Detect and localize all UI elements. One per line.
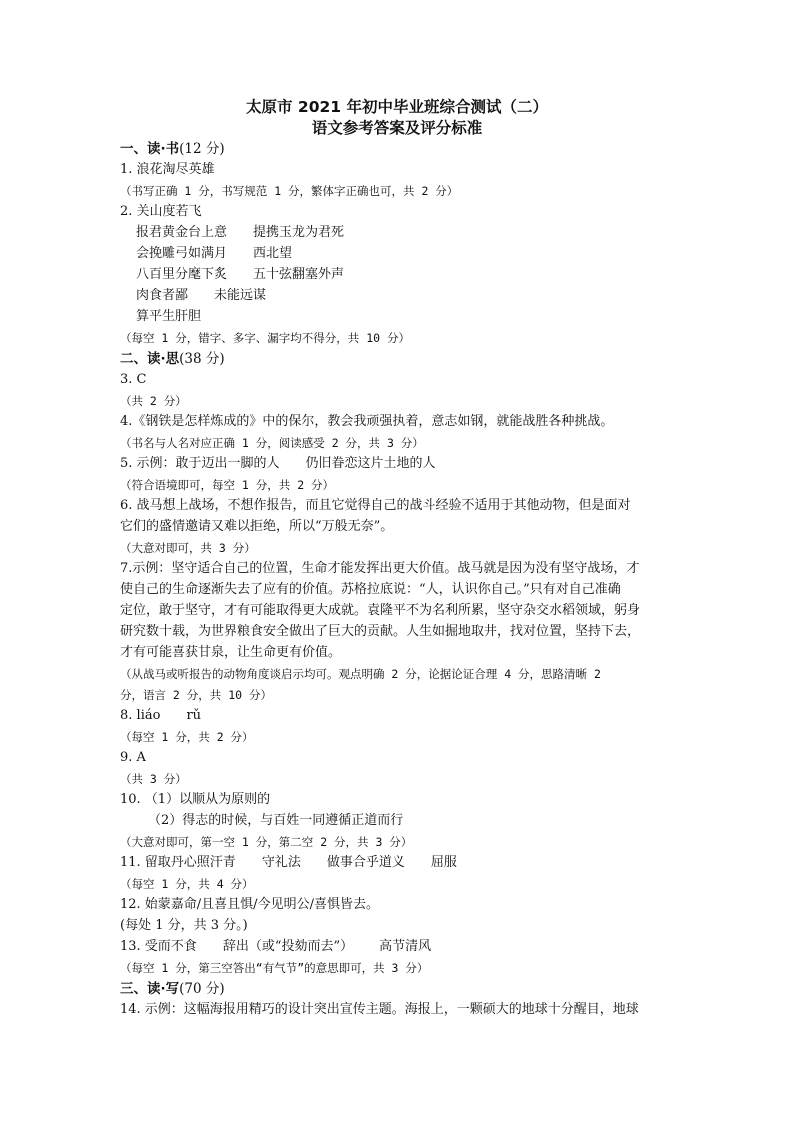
- section-heading-1: [120, 139, 685, 159]
- answer-part: 屈服: [430, 855, 457, 870]
- answer-line: 它们的盛情邀请又难以拒绝，所以“万般无奈”。: [120, 519, 394, 534]
- section-heading-3: [120, 979, 685, 999]
- scoring-note: （书写正确 1 分，书写规范 1 分，繁体字正确也可，共 2 分）: [120, 184, 459, 198]
- answer-line: 14. 示例：这幅海报用精巧的设计突出宣传主题。海报上，一颗硕大的地球十分醒目，地球: [120, 1002, 639, 1017]
- answer-part: 8. liáo: [120, 708, 161, 723]
- scoring-note: (每处 1 分，共 3 分。): [120, 918, 248, 933]
- answer-line: 4.《钢铁是怎样炼成的》中的保尔，教会我顽强执着，意志如钢，就能战胜各种挑战。: [120, 414, 614, 429]
- answer-part: 肉食者鄙: [136, 288, 189, 303]
- scoring-note: 分，语言 2 分，共 10 分）: [120, 688, 272, 702]
- answer-line: 才有可能喜获甘泉，让生命更有价值。: [120, 645, 342, 660]
- answer-line: [136, 223, 701, 243]
- section-points: (38 分): [179, 351, 225, 367]
- answer-part: 未能远谋: [214, 288, 267, 303]
- document-title: 太原市 2021 年初中毕业班综合测试（二）: [246, 98, 548, 116]
- scoring-note: （共 3 分）: [120, 772, 187, 786]
- answer-part: 五十弦翻塞外声: [253, 267, 345, 282]
- answer-part: 高节清风: [379, 939, 432, 954]
- answer-part: rǔ: [186, 708, 202, 723]
- answer-part: 5. 示例：敢于迈出一脚的人: [120, 456, 280, 471]
- scoring-note: （大意对即可，第一空 1 分，第二空 2 分，共 3 分）: [120, 835, 413, 849]
- section-label: 三、读·写: [120, 981, 180, 997]
- answer-line: 12. 始蒙嘉命/且喜且惧/今见明公/喜惧皆去。: [120, 897, 379, 912]
- answer-line: （2）得志的时候，与百姓一同遵循正道而行: [148, 813, 404, 828]
- answer-line: 7.示例：坚守适合自己的位置，生命才能发挥出更大价值。战马就是因为没有坚守战场，才: [120, 561, 640, 576]
- answer-line: 6. 战马想上战场，不想作报告，而且它觉得自己的战斗经验不适用于其他动物，但是面对: [120, 498, 631, 513]
- answer-part: 会挽雕弓如满月: [136, 246, 228, 261]
- section-heading-2: [120, 349, 685, 369]
- answer-part: 11. 留取丹心照汗青: [120, 855, 236, 870]
- answer-part: 13. 受而不食: [120, 939, 197, 954]
- answer-line: [120, 706, 685, 726]
- answer-line: [120, 937, 685, 957]
- answer-part: 辞出（或“投劾而去”）: [222, 939, 354, 954]
- answer-line: 9. A: [120, 750, 146, 765]
- section-points: (70 分): [179, 981, 225, 997]
- scoring-note: （每空 1 分，共 4 分）: [120, 877, 254, 891]
- document-subtitle: 语文参考答案及评分标准: [311, 119, 483, 137]
- scoring-note: （共 2 分）: [120, 394, 187, 408]
- scoring-note: （每空 1 分，共 2 分）: [120, 730, 254, 744]
- answer-line: [120, 853, 685, 873]
- answer-line: 算平生肝胆: [136, 309, 202, 324]
- answer-line: 2. 关山度若飞: [120, 204, 202, 219]
- answer-line: 10. （1）以顺从为原则的: [120, 792, 271, 807]
- scoring-note: （每空 1 分，第三空答出“有气节”的意思即可，共 3 分）: [120, 961, 429, 975]
- answer-line: 3. C: [120, 372, 147, 387]
- answer-part: 提携玉龙为君死: [253, 225, 345, 240]
- scoring-note: （每空 1 分，错字、多字、漏字均不得分，共 10 分）: [120, 331, 410, 345]
- scoring-note: （符合语境即可，每空 1 分，共 2 分）: [120, 478, 335, 492]
- answer-part: 守礼法: [261, 855, 301, 870]
- answer-line: 研究数十载，为世界粮食安全做出了巨大的贡献。人生如掘地取井，找对位置，坚持下去，: [120, 624, 641, 639]
- answer-part: 西北望: [253, 246, 293, 261]
- scoring-note: （从战马或听报告的动物角度谈启示均可。观点明确 2 分，论据论证合理 4 分，思路清晰 2: [120, 667, 601, 681]
- section-points: (12 分): [179, 141, 225, 157]
- answer-part: 做事合乎道义: [326, 855, 405, 870]
- answer-line: [120, 454, 685, 474]
- answer-line: [136, 244, 701, 264]
- scoring-note: （大意对即可，共 3 分）: [120, 541, 256, 555]
- answer-line: 1. 浪花淘尽英雄: [120, 162, 215, 177]
- answer-line: 使自己的生命逐渐失去了应有的价值。苏格拉底说：“人，认识你自己。”只有对自己准确: [120, 582, 621, 597]
- answer-part: 仍旧眷恋这片土地的人: [305, 456, 436, 471]
- section-label: 一、读·书: [120, 141, 180, 157]
- answer-line: [136, 265, 701, 285]
- answer-line: 定位，敢于坚守，才有可能取得更大成就。袁隆平不为名利所累，坚守杂交水稻领域，躬身: [120, 603, 641, 618]
- section-label: 二、读·思: [120, 351, 180, 367]
- answer-line: [136, 286, 701, 306]
- scoring-note: （书名与人名对应正确 1 分，阅读感受 2 分，共 3 分）: [120, 436, 424, 450]
- answer-part: 报君黄金台上意: [136, 225, 228, 240]
- answer-part: 八百里分麾下炙: [136, 267, 228, 282]
